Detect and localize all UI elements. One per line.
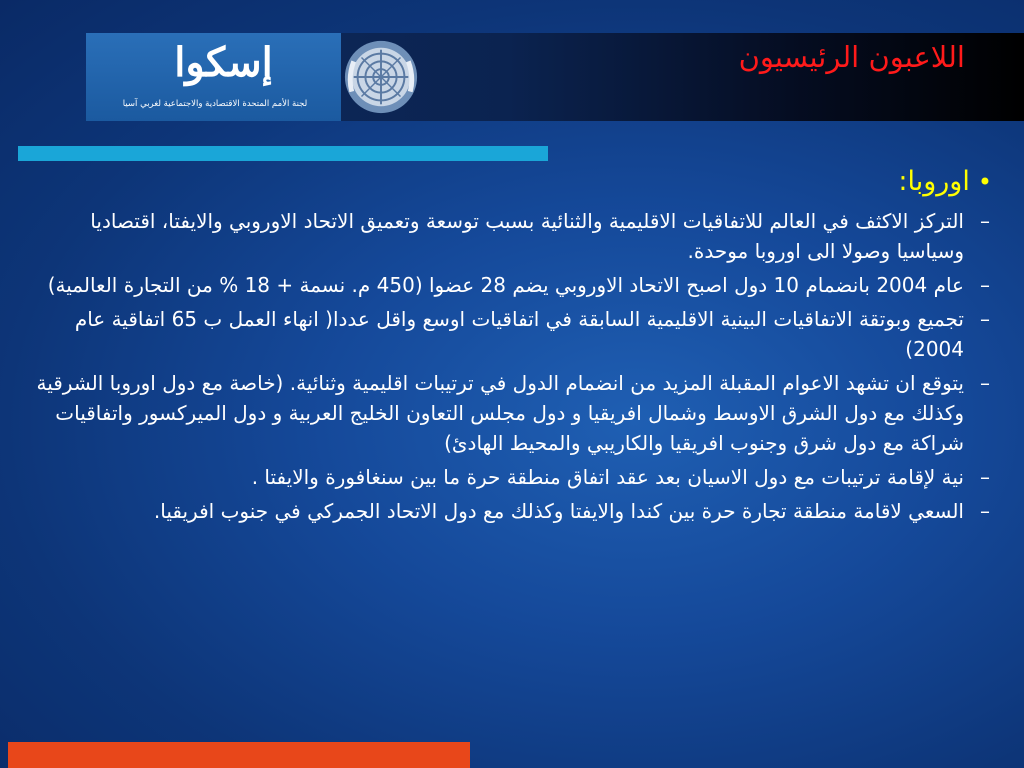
logo-wordmark: إسكوا <box>174 39 273 86</box>
list-item-text: تجميع وبوتقة الاتفاقيات البينية الاقليمية السابقة في اتفاقيات اوسع واقل عددا( انهاء العمل ب 65 اتفاقية عام 2004) <box>74 307 964 361</box>
section-heading <box>30 158 992 206</box>
list-item-text: عام 2004 بانضمام 10 دول اصبح الاتحاد الاوروبي يضم 28 عضوا (450 م. نسمة + 18 % من التجارة العالمية) <box>47 273 964 297</box>
dash-icon: – <box>980 273 990 297</box>
list-item <box>30 206 992 266</box>
accent-bar-bottom <box>8 742 470 768</box>
list-item <box>30 368 992 458</box>
list-item <box>30 496 992 526</box>
slide-content <box>30 158 992 530</box>
list-item-text: نية لإقامة ترتيبات مع دول الاسيان بعد عقد اتفاق منطقة حرة ما بين سنغافورة والايفتا . <box>251 465 964 489</box>
list-item <box>30 304 992 364</box>
dash-icon: – <box>980 307 990 331</box>
dash-icon: – <box>980 209 990 233</box>
escwa-logo <box>86 33 341 121</box>
slide-title: اللاعبون الرئيسيون <box>738 40 965 74</box>
logo-subtitle: لجنة الأمم المتحدة الاقتصادية والاجتماعية لغربي آسيا <box>122 99 308 109</box>
dash-icon: – <box>980 371 990 395</box>
section-heading-text: اوروبا: <box>898 166 970 197</box>
list-item <box>30 462 992 492</box>
list-item-text: السعي لاقامة منطقة تجارة حرة بين كندا والايفتا وكذلك مع دول الاتحاد الجمركي في جنوب افريقيا. <box>153 499 964 523</box>
list-item-text: يتوقع ان تشهد الاعوام المقبلة المزيد من انضمام الدول في ترتيبات اقليمية وثنائية. (خاصة مع دول اوروبا الشرقية وكذلك مع دول الشرق الاوسط وشمال افريقيا و دول مجلس التعاون الخليج العربية و دول الميركسور واتفاقيات شراكة مع دول شرق وجنوب افريقيا والكاريبي والمحيط الهادئ) <box>36 371 964 455</box>
bullet-dot-icon: • <box>977 168 992 196</box>
dash-icon: – <box>980 465 990 489</box>
un-emblem-icon <box>342 38 420 116</box>
dash-icon: – <box>980 499 990 523</box>
item-list <box>30 206 992 526</box>
list-item-text: التركز الاكثف في العالم للاتفاقيات الاقليمية والثنائية بسبب توسعة وتعميق الاتحاد الاوروبي والايفتا، اقتصاديا وسياسيا وصولا الى اوروبا موحدة. <box>90 209 964 263</box>
list-item <box>30 270 992 300</box>
